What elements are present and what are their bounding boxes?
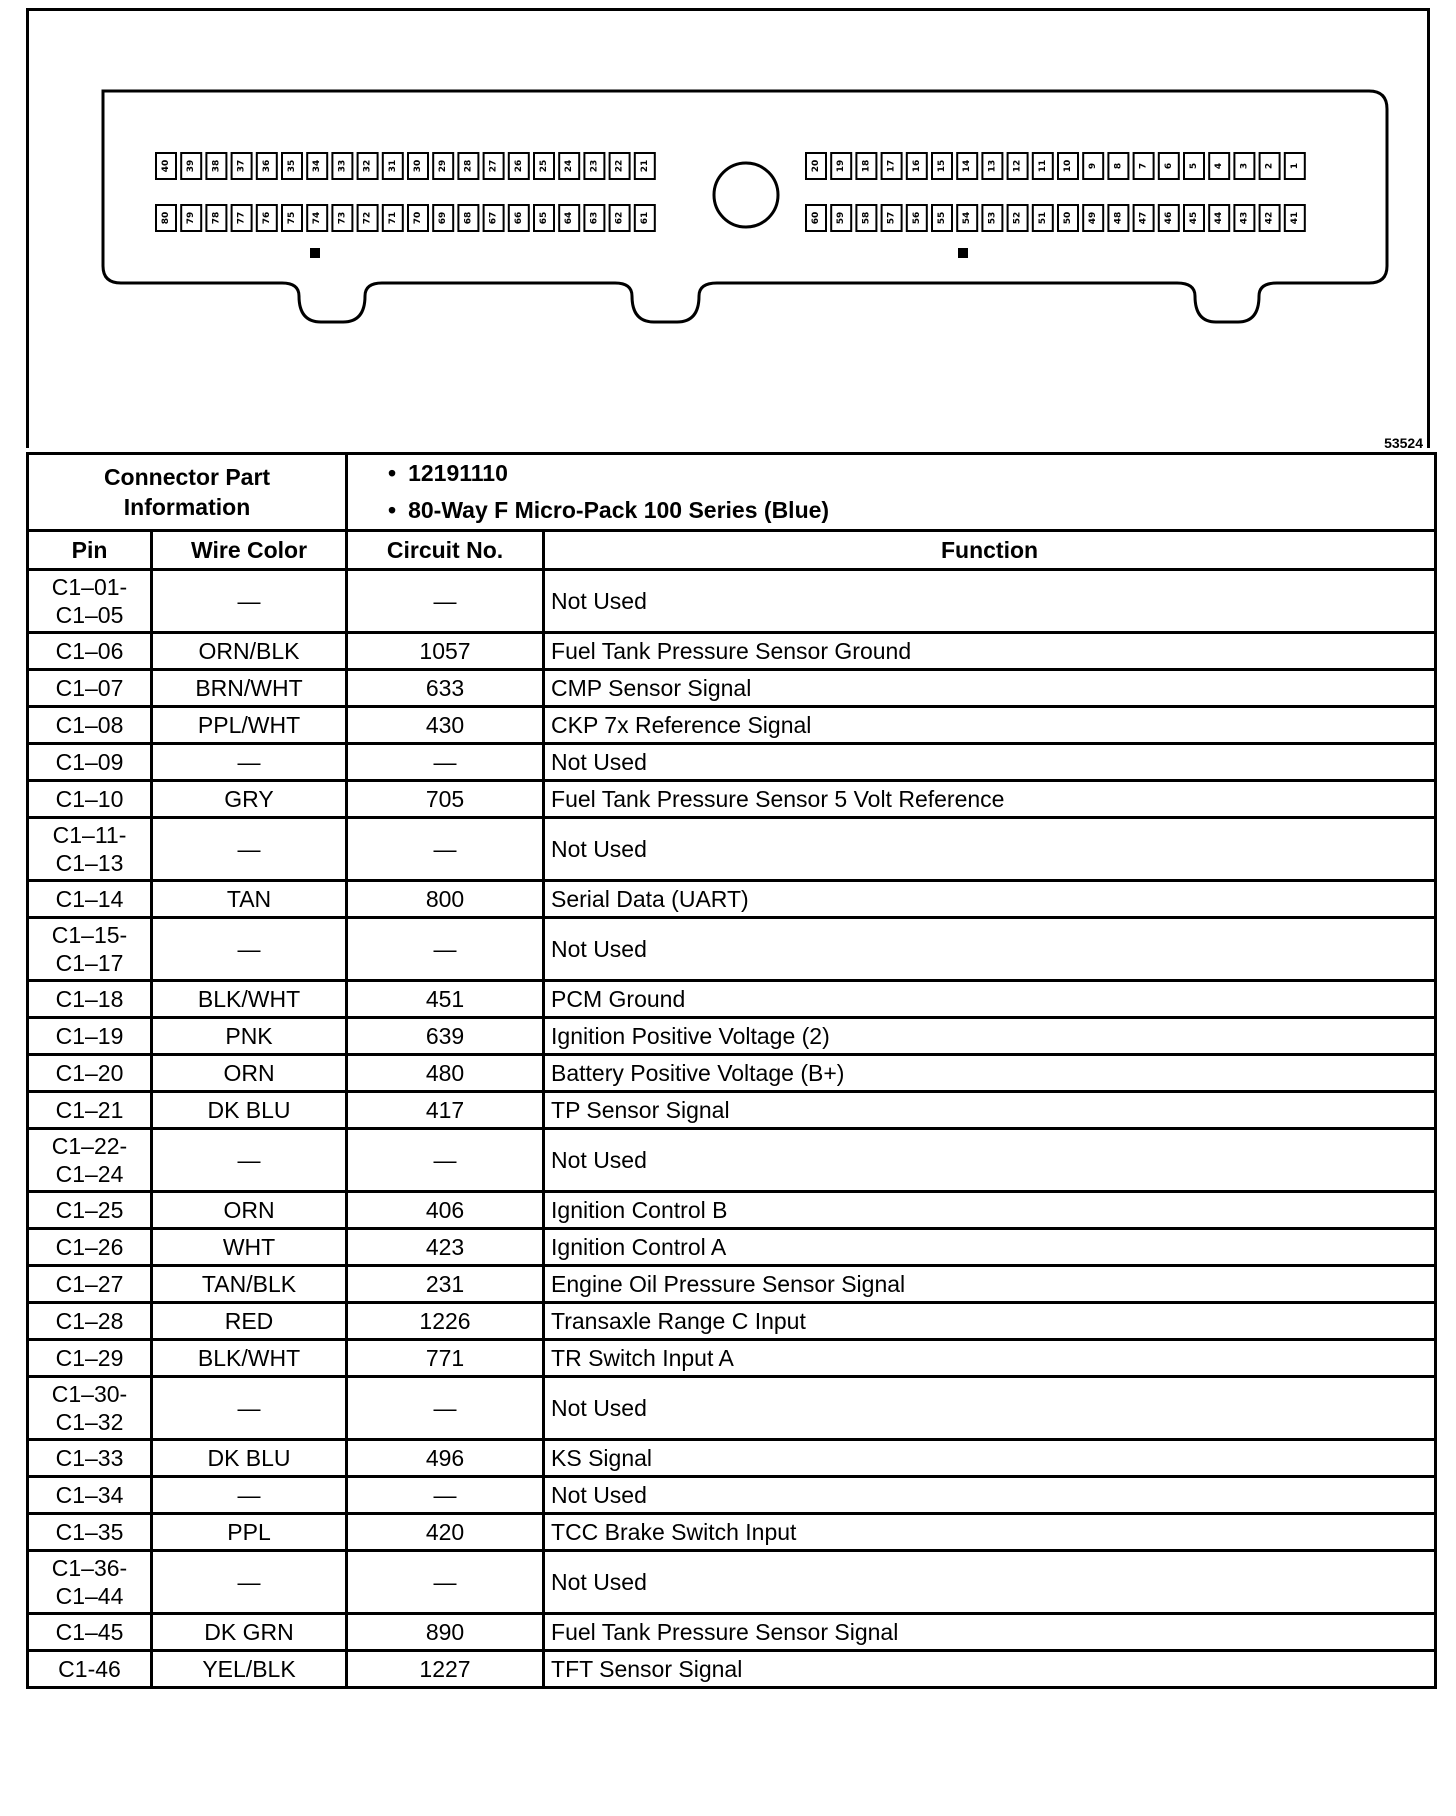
pin-number-label: 70: [413, 211, 423, 225]
function-cell: Not Used: [544, 1477, 1436, 1514]
pin-number-label: 45: [1189, 211, 1199, 225]
table-row: [28, 1377, 1436, 1440]
circuit-cell: 633: [347, 670, 544, 707]
table-row: [28, 1303, 1436, 1340]
function-cell: Serial Data (UART): [544, 881, 1436, 918]
function-cell: Engine Oil Pressure Sensor Signal: [544, 1266, 1436, 1303]
pin-number-label: 77: [236, 211, 247, 225]
pin-number-label: 54: [962, 211, 973, 225]
pin-number-label: 4: [1214, 162, 1225, 170]
circuit-cell: 771: [347, 1340, 544, 1377]
table-row: [28, 707, 1436, 744]
pin-id: C1–35: [55, 1518, 124, 1545]
keying-hole: [714, 163, 778, 227]
wire-color-cell: DK BLU: [152, 1440, 347, 1477]
circuit-cell: 420: [347, 1514, 544, 1551]
pin-number-label: 37: [236, 159, 247, 173]
circuit-cell: 1226: [347, 1303, 544, 1340]
part-info-label-line1: Connector Part: [103, 464, 271, 490]
pin-cell: [28, 633, 152, 670]
wire-color-cell: WHT: [152, 1229, 347, 1266]
function-cell: CKP 7x Reference Signal: [544, 707, 1436, 744]
pin-number-label: 6: [1163, 162, 1174, 170]
wire-color-cell: PPL/WHT: [152, 707, 347, 744]
circuit-cell: 639: [347, 1018, 544, 1055]
circuit-cell: —: [347, 744, 544, 781]
pin-number-label: 47: [1138, 211, 1149, 225]
circuit-cell: 496: [347, 1440, 544, 1477]
part-info-label-line2: Information: [123, 494, 251, 520]
circuit-cell: 451: [347, 981, 544, 1018]
pin-number-label: 75: [287, 211, 297, 225]
pin-cell: [28, 1377, 152, 1440]
pin-number-label: 79: [186, 211, 197, 225]
pin-id: C1–19: [55, 1022, 124, 1049]
pin-id: C1–45: [55, 1618, 124, 1645]
pin-number-label: 63: [589, 211, 600, 225]
function-cell: CMP Sensor Signal: [544, 670, 1436, 707]
pin-number-label: 73: [337, 211, 348, 225]
pin-number-label: 21: [639, 159, 650, 173]
function-cell: TFT Sensor Signal: [544, 1651, 1436, 1688]
part-info-row: [28, 454, 1436, 531]
header-circuit: Circuit No.: [347, 531, 544, 570]
wire-color-cell: DK BLU: [152, 1092, 347, 1129]
pin-number-label: 23: [589, 159, 600, 173]
pin-number-label: 5: [1189, 162, 1199, 170]
pin-cell: [28, 1018, 152, 1055]
pin-cell: [28, 981, 152, 1018]
table-row: [28, 1129, 1436, 1192]
wire-color-cell: BLK/WHT: [152, 1340, 347, 1377]
circuit-cell: 231: [347, 1266, 544, 1303]
pin-cell: [28, 1303, 152, 1340]
pin-number-label: 35: [287, 159, 297, 173]
circuit-cell: 406: [347, 1192, 544, 1229]
pin-cell: [28, 570, 152, 633]
pin-number-label: 49: [1088, 211, 1099, 225]
pin-number-label: 36: [261, 159, 272, 173]
pin-id: C1–11-: [52, 822, 127, 848]
table-row: [28, 570, 1436, 633]
pin-cell: [28, 781, 152, 818]
pin-cell: [28, 818, 152, 881]
pin-id: C1–18: [55, 985, 124, 1012]
wire-color-cell: —: [152, 744, 347, 781]
pin-number-label: 60: [811, 211, 821, 225]
function-cell: Not Used: [544, 1377, 1436, 1440]
pin-number-label: 10: [1063, 159, 1073, 173]
table-row: [28, 670, 1436, 707]
function-cell: Battery Positive Voltage (B+): [544, 1055, 1436, 1092]
function-cell: Fuel Tank Pressure Sensor Signal: [544, 1614, 1436, 1651]
pin-number-label: 26: [513, 159, 524, 173]
pin-number-label: 15: [937, 159, 947, 173]
table-row: [28, 1651, 1436, 1688]
pin-number-label: 44: [1214, 211, 1225, 225]
pin-id: C1–08: [55, 711, 124, 738]
table-row: [28, 1551, 1436, 1614]
pin-number-label: 58: [861, 211, 872, 225]
pin-id: C1–24: [55, 1161, 124, 1187]
table-row: [28, 1092, 1436, 1129]
wire-color-cell: TAN: [152, 881, 347, 918]
pin-id: C1–01-: [51, 574, 128, 600]
function-cell: KS Signal: [544, 1440, 1436, 1477]
function-cell: Not Used: [544, 818, 1436, 881]
pin-cell: [28, 1551, 152, 1614]
pin-number-label: 42: [1264, 211, 1275, 225]
wire-color-cell: —: [152, 918, 347, 981]
function-cell: Fuel Tank Pressure Sensor Ground: [544, 633, 1436, 670]
function-cell: PCM Ground: [544, 981, 1436, 1018]
pin-number-label: 20: [811, 159, 821, 173]
table-row: [28, 1229, 1436, 1266]
pin-cell: [28, 670, 152, 707]
circuit-cell: 480: [347, 1055, 544, 1092]
pin-number-label: 34: [312, 159, 323, 173]
connector-face-drawing: [29, 11, 1433, 451]
pin-number-label: 18: [861, 159, 872, 173]
wire-color-cell: —: [152, 1129, 347, 1192]
pin-number-label: 28: [463, 159, 474, 173]
wire-color-cell: ORN/BLK: [152, 633, 347, 670]
table-row: [28, 881, 1436, 918]
pin-id: C1–09: [55, 748, 124, 775]
pin-cell: [28, 881, 152, 918]
pin-table: [26, 452, 1437, 1689]
circuit-cell: —: [347, 570, 544, 633]
pin-rows: [28, 570, 1436, 1688]
pin-id: C1–32: [55, 1409, 124, 1435]
pin-id: C1–10: [55, 785, 124, 812]
pin-number-label: 52: [1012, 211, 1023, 225]
pin-cell: [28, 1340, 152, 1377]
pin-number-label: 3: [1239, 162, 1250, 170]
pin-number-label: 13: [987, 159, 998, 173]
pin-id: C1–21: [55, 1096, 124, 1123]
pin-id: C1–05: [55, 602, 124, 628]
function-cell: Ignition Control B: [544, 1192, 1436, 1229]
pin-number-label: 19: [836, 159, 847, 173]
pin-cell: [28, 1129, 152, 1192]
wire-color-cell: PNK: [152, 1018, 347, 1055]
pin-number-label: 2: [1264, 162, 1275, 170]
table-row: [28, 1266, 1436, 1303]
table-header-row: [28, 531, 1436, 570]
pin-id: C1–26: [55, 1233, 124, 1260]
table-row: [28, 818, 1436, 881]
table-row: [28, 744, 1436, 781]
pin-number-label: 65: [539, 211, 549, 225]
part-number: • 12191110: [388, 455, 1434, 492]
circuit-cell: 800: [347, 881, 544, 918]
table-row: [28, 1514, 1436, 1551]
wire-color-cell: DK GRN: [152, 1614, 347, 1651]
pin-number-label: 72: [362, 211, 373, 225]
pin-number-label: 30: [413, 159, 423, 173]
table-row: [28, 1440, 1436, 1477]
pin-number-label: 46: [1163, 211, 1174, 225]
pin-number-label: 41: [1289, 211, 1300, 225]
pin-number-label: 17: [886, 159, 897, 173]
table-row: [28, 981, 1436, 1018]
pin-id: C1–30-: [51, 1381, 128, 1407]
table-row: [28, 1192, 1436, 1229]
wire-color-cell: —: [152, 1477, 347, 1514]
pin-number-label: 33: [337, 159, 348, 173]
pin-number-label: 78: [211, 211, 222, 225]
pin-cell: [28, 918, 152, 981]
pin-cell: [28, 1614, 152, 1651]
wire-color-cell: BLK/WHT: [152, 981, 347, 1018]
connector-diagram: [26, 8, 1430, 451]
polarity-mark-left: [310, 248, 320, 258]
pin-id: C1–17: [55, 950, 124, 976]
pin-cell: [28, 744, 152, 781]
circuit-cell: —: [347, 1477, 544, 1514]
table-row: [28, 781, 1436, 818]
function-cell: TCC Brake Switch Input: [544, 1514, 1436, 1551]
function-cell: Transaxle Range C Input: [544, 1303, 1436, 1340]
pin-number-label: 74: [312, 211, 323, 225]
function-cell: Not Used: [544, 744, 1436, 781]
wire-color-cell: RED: [152, 1303, 347, 1340]
pin-cell: [28, 707, 152, 744]
pin-number-label: 50: [1063, 211, 1073, 225]
pin-id: C1–14: [55, 885, 124, 912]
connector-sheet: [26, 8, 1434, 1804]
pin-number-label: 11: [1037, 159, 1048, 173]
circuit-cell: 1057: [347, 633, 544, 670]
pin-number-label: 40: [161, 159, 171, 173]
pin-id: C1–07: [55, 674, 124, 701]
pin-cell: [28, 1192, 152, 1229]
pin-number-label: 53: [987, 211, 998, 225]
wire-color-cell: YEL/BLK: [152, 1651, 347, 1688]
pin-number-label: 9: [1088, 162, 1099, 170]
pin-number-label: 51: [1037, 211, 1048, 225]
pin-number-label: 68: [463, 211, 474, 225]
pin-number-label: 76: [261, 211, 272, 225]
pin-number-label: 56: [911, 211, 922, 225]
pin-number-label: 25: [539, 159, 549, 173]
table-row: [28, 1614, 1436, 1651]
wire-color-cell: —: [152, 570, 347, 633]
pin-cell: [28, 1055, 152, 1092]
function-cell: Not Used: [544, 1551, 1436, 1614]
table-row: [28, 633, 1436, 670]
pin-number-label: 7: [1138, 162, 1149, 170]
function-cell: Ignition Control A: [544, 1229, 1436, 1266]
pin-number-label: 29: [438, 159, 449, 173]
circuit-cell: —: [347, 918, 544, 981]
circuit-cell: —: [347, 1551, 544, 1614]
pin-cell: [28, 1229, 152, 1266]
wire-color-cell: ORN: [152, 1055, 347, 1092]
function-cell: TR Switch Input A: [544, 1340, 1436, 1377]
pin-cell: [28, 1514, 152, 1551]
pin-number-label: 38: [211, 159, 222, 173]
table-row: [28, 1018, 1436, 1055]
pin-id: C1–28: [55, 1307, 124, 1334]
pin-number-label: 80: [161, 211, 171, 225]
pin-number-label: 31: [387, 159, 398, 173]
header-pin: Pin: [28, 531, 152, 570]
circuit-cell: 705: [347, 781, 544, 818]
circuit-cell: 423: [347, 1229, 544, 1266]
circuit-cell: 430: [347, 707, 544, 744]
figure-number: 53524: [1384, 435, 1423, 451]
pin-id: C1–34: [55, 1481, 124, 1508]
circuit-cell: —: [347, 1129, 544, 1192]
wire-color-cell: BRN/WHT: [152, 670, 347, 707]
pin-number-label: 12: [1012, 159, 1023, 173]
wire-color-cell: GRY: [152, 781, 347, 818]
pin-id: C1–25: [55, 1196, 124, 1223]
pin-number-label: 66: [513, 211, 524, 225]
pin-number-label: 39: [186, 159, 197, 173]
pin-cell: [28, 1092, 152, 1129]
pin-id: C1–29: [55, 1344, 124, 1371]
pin-id: C1–20: [55, 1059, 124, 1086]
wire-color-cell: TAN/BLK: [152, 1266, 347, 1303]
table-row: [28, 1055, 1436, 1092]
pin-id: C1–13: [55, 850, 124, 876]
wire-color-cell: —: [152, 1551, 347, 1614]
part-info-label-cell: [28, 454, 347, 531]
function-cell: Not Used: [544, 918, 1436, 981]
pin-number-label: 8: [1113, 162, 1124, 170]
table-row: [28, 1477, 1436, 1514]
part-info-values-cell: [347, 454, 1436, 531]
pin-number-label: 55: [937, 211, 947, 225]
pin-number-label: 62: [614, 211, 625, 225]
circuit-cell: 417: [347, 1092, 544, 1129]
pin-id: C1-46: [58, 1655, 121, 1682]
pin-number-label: 43: [1239, 211, 1250, 225]
polarity-mark-right: [958, 248, 968, 258]
pin-number-label: 24: [564, 159, 575, 173]
header-function: Function: [544, 531, 1436, 570]
pin-id: C1–15-: [51, 922, 128, 948]
pin-id: C1–27: [55, 1270, 124, 1297]
pin-number-label: 1: [1289, 162, 1300, 170]
pin-number-label: 57: [886, 211, 897, 225]
table-row: [28, 1340, 1436, 1377]
function-cell: Fuel Tank Pressure Sensor 5 Volt Reference: [544, 781, 1436, 818]
pin-cell: [28, 1266, 152, 1303]
pin-number-label: 27: [488, 159, 499, 173]
wire-color-cell: —: [152, 818, 347, 881]
pin-number-label: 32: [362, 159, 373, 173]
circuit-cell: —: [347, 1377, 544, 1440]
pin-id: C1–33: [55, 1444, 124, 1471]
circuit-cell: 890: [347, 1614, 544, 1651]
pin-cell: [28, 1651, 152, 1688]
pin-id: C1–44: [55, 1583, 124, 1609]
header-wire-color: Wire Color: [152, 531, 347, 570]
function-cell: TP Sensor Signal: [544, 1092, 1436, 1129]
function-cell: Ignition Positive Voltage (2): [544, 1018, 1436, 1055]
pin-number-label: 14: [962, 159, 973, 173]
pin-number-label: 48: [1113, 211, 1124, 225]
pin-number-label: 22: [614, 159, 625, 173]
pin-cell: [28, 1440, 152, 1477]
pin-number-label: 61: [639, 211, 650, 225]
circuit-cell: 1227: [347, 1651, 544, 1688]
pin-id: C1–22-: [51, 1133, 128, 1159]
pin-number-label: 67: [488, 211, 499, 225]
pin-number-label: 69: [438, 211, 449, 225]
function-cell: Not Used: [544, 1129, 1436, 1192]
wire-color-cell: PPL: [152, 1514, 347, 1551]
pin-number-label: 59: [836, 211, 847, 225]
function-cell: Not Used: [544, 570, 1436, 633]
circuit-cell: —: [347, 818, 544, 881]
table-row: [28, 918, 1436, 981]
pin-number-label: 64: [564, 211, 575, 225]
pin-number-label: 71: [387, 211, 398, 225]
wire-color-cell: ORN: [152, 1192, 347, 1229]
wire-color-cell: —: [152, 1377, 347, 1440]
connector-description: • 80-Way F Micro-Pack 100 Series (Blue): [388, 492, 1434, 529]
pin-id: C1–36-: [51, 1555, 128, 1581]
pin-id: C1–06: [55, 637, 124, 664]
pin-number-label: 16: [911, 159, 922, 173]
pin-cell: [28, 1477, 152, 1514]
